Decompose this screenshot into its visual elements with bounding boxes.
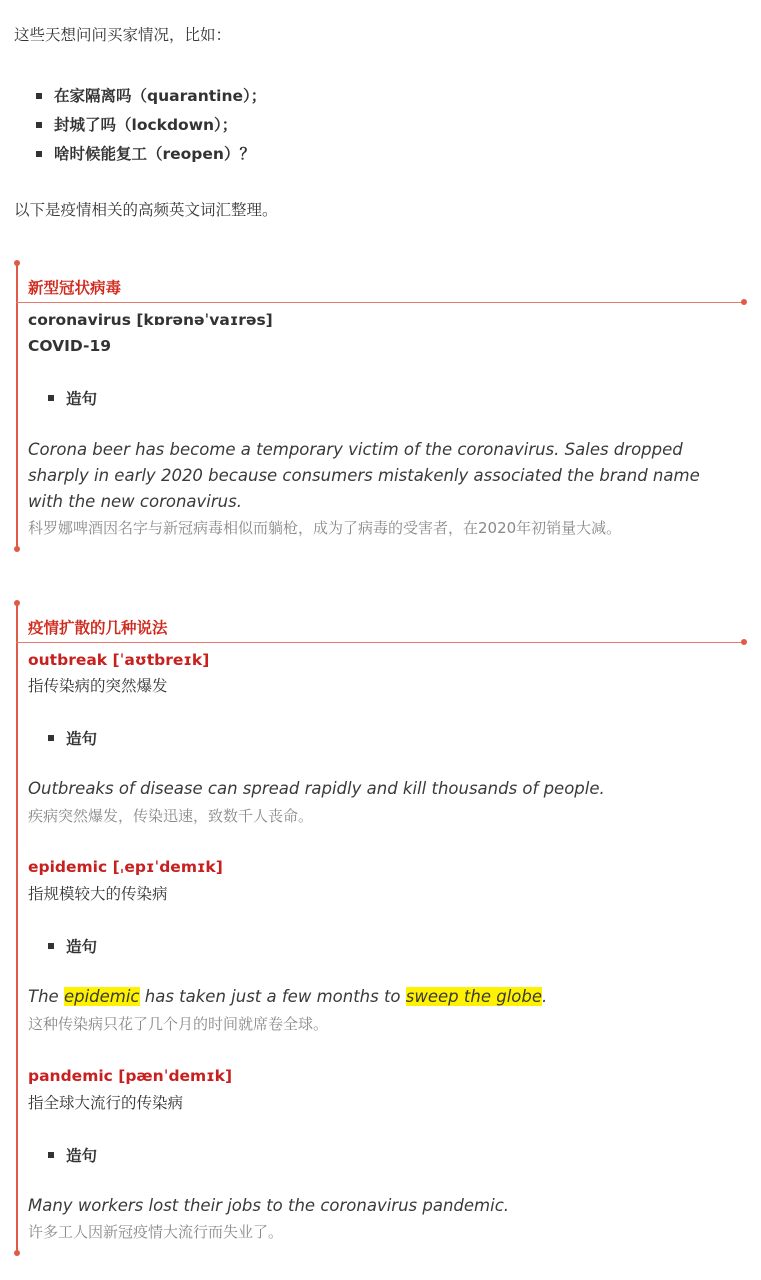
highlight-sweep-the-globe: sweep the globe <box>405 987 542 1006</box>
example-text: . <box>542 987 548 1006</box>
example-heading: 造句 <box>48 727 97 749</box>
list-item: 封城了吗（lockdown）； <box>36 111 266 140</box>
example-heading: 造句 <box>48 1144 97 1166</box>
term-covid19: COVID-19 <box>28 337 112 355</box>
example-chinese: 许多工人因新冠疫情大流行而失业了。 <box>28 1223 284 1241</box>
term-coronavirus: coronavirus [kɒrənəˈvaɪrəs] <box>28 311 273 329</box>
term-outbreak: outbreak [ˈaʊtbreɪk] <box>28 651 210 669</box>
border-dot-top <box>14 260 20 266</box>
section-coronavirus <box>16 263 746 549</box>
example-text: The <box>28 987 64 1006</box>
section-title: 新型冠状病毒 <box>28 279 122 297</box>
divider-dot <box>741 299 747 305</box>
term-meaning: 指规模较大的传染病 <box>28 885 168 903</box>
example-english <box>28 984 728 1010</box>
example-chinese: 疾病突然爆发，传染迅速，致数千人丧命。 <box>28 807 314 825</box>
example-heading: 造句 <box>48 935 97 957</box>
example-text: has taken just a few months to <box>139 987 406 1006</box>
border-dot-top <box>14 600 20 606</box>
section-outbreak-terms <box>16 603 746 1253</box>
example-chinese: 这种传染病只花了几个月的时间就席卷全球。 <box>28 1015 329 1033</box>
section-title: 疫情扩散的几种说法 <box>28 619 168 637</box>
term-pandemic: pandemic [pænˈdemɪk] <box>28 1067 233 1085</box>
border-dot-bottom <box>14 1250 20 1256</box>
section-border <box>16 603 18 1253</box>
intro-text: 这些天想问问买家情况，比如： <box>14 26 232 44</box>
example-english: Corona beer has become a temporary victim of the coronavirus. Sales dropped sharply in early 2020 because consumers mistakenly associated the brand name with the new coronavirus. <box>28 440 700 511</box>
example-english: Many workers lost their jobs to the coronavirus pandemic. <box>28 1196 510 1215</box>
intro2-text: 以下是疫情相关的高频英文词汇整理。 <box>14 201 278 219</box>
divider-dot <box>741 639 747 645</box>
title-divider <box>16 302 744 303</box>
highlight-epidemic: epidemic <box>63 987 140 1006</box>
term-meaning: 指传染病的突然爆发 <box>28 677 168 695</box>
title-divider <box>16 642 744 643</box>
example-heading: 造句 <box>48 387 97 409</box>
list-item: 在家隔离吗（quarantine）； <box>36 82 266 111</box>
question-list <box>36 82 266 169</box>
list-item: 啥时候能复工（reopen）？ <box>36 140 266 169</box>
example-english: Outbreaks of disease can spread rapidly and kill thousands of people. <box>28 779 605 798</box>
example-chinese: 科罗娜啤酒因名字与新冠病毒相似而躺枪，成为了病毒的受害者，在2020年初销量大减。 <box>28 519 622 537</box>
term-meaning: 指全球大流行的传染病 <box>28 1094 184 1112</box>
term-epidemic: epidemic [ˌepɪˈdemɪk] <box>28 858 223 876</box>
section-border <box>16 263 18 549</box>
border-dot-bottom <box>14 546 20 552</box>
